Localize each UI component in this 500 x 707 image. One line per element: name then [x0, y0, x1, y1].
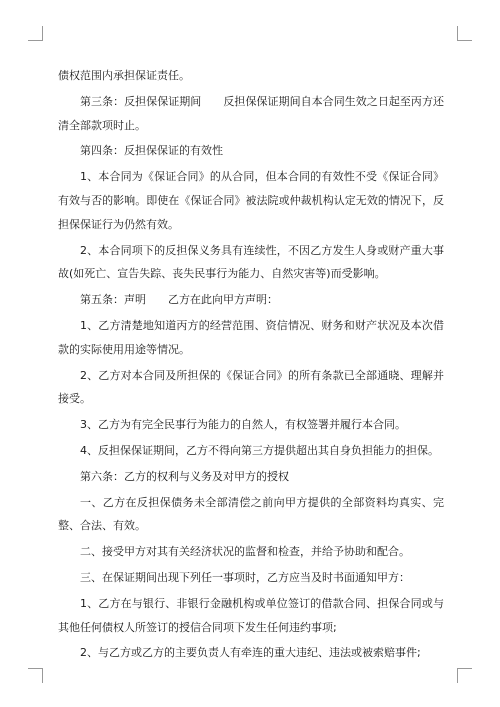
crop-mark-top-right	[457, 26, 472, 41]
article-3: 第三条：反担保保证期间 反担保保证期间自本合同生效之日起至丙方还清全部款项时止。	[58, 94, 444, 132]
paragraph: 1、乙方清楚地知道丙方的经营范围、资信情况、财务和财产状况及本次借款的实际使用用途等情况。	[58, 318, 444, 356]
crop-mark-bottom-right	[457, 668, 472, 683]
article-6-heading: 第六条：乙方的权利与义务及对甲方的授权	[80, 469, 289, 483]
paragraph: 3、乙方为有完全民事行为能力的自然人，有权签署并履行本合同。	[80, 418, 406, 432]
paragraph: 三、在保证期间出现下列任一事项时，乙方应当及时书面通知甲方：	[80, 570, 410, 584]
article-4-heading: 第四条：反担保保证的有效性	[80, 144, 223, 158]
article-5-heading: 第五条：声明 乙方在此向甲方声明：	[80, 293, 278, 307]
paragraph: 2、乙方对本合同及所担保的《保证合同》的所有条款已全部通晓、理解并接受。	[58, 368, 444, 406]
paragraph: 债权范围内承担保证责任。	[58, 69, 190, 82]
crop-mark-top-left	[28, 26, 43, 41]
document-body	[58, 64, 444, 667]
paragraph: 4、反担保保证期间，乙方不得向第三方提供超出其自身负担能力的担保。	[80, 443, 439, 457]
paragraph: 1、本合同为《保证合同》的从合同，但本合同的有效性不受《保证合同》有效与否的影响。即使在《保证合同》被法院或仲裁机构认定无效的情况下，反担保保证行为仍然有效。	[58, 170, 444, 231]
paragraph: 2、本合同项下的反担保义务具有连续性，不因乙方发生人身或财产重大事故(如死亡、宣告失踪、丧失民事行为能力、自然灾害等)而受影响。	[58, 243, 444, 281]
paragraph: 一、乙方在反担保债务未全部清偿之前向甲方提供的全部资料均真实、完整、合法、有效。	[58, 495, 444, 533]
paragraph: 二、接受甲方对其有关经济状况的监督和检查，并给予协助和配合。	[80, 545, 410, 559]
crop-mark-bottom-left	[28, 668, 43, 683]
paragraph: 2、与乙方或乙方的主要负责人有牵连的重大违纪、违法或被索赔事件;	[80, 646, 421, 660]
paragraph: 1、乙方在与银行、非银行金融机构或单位签订的借款合同、担保合同或与其他任何债权人所签订的授信合同项下发生任何违约事项;	[58, 596, 444, 634]
